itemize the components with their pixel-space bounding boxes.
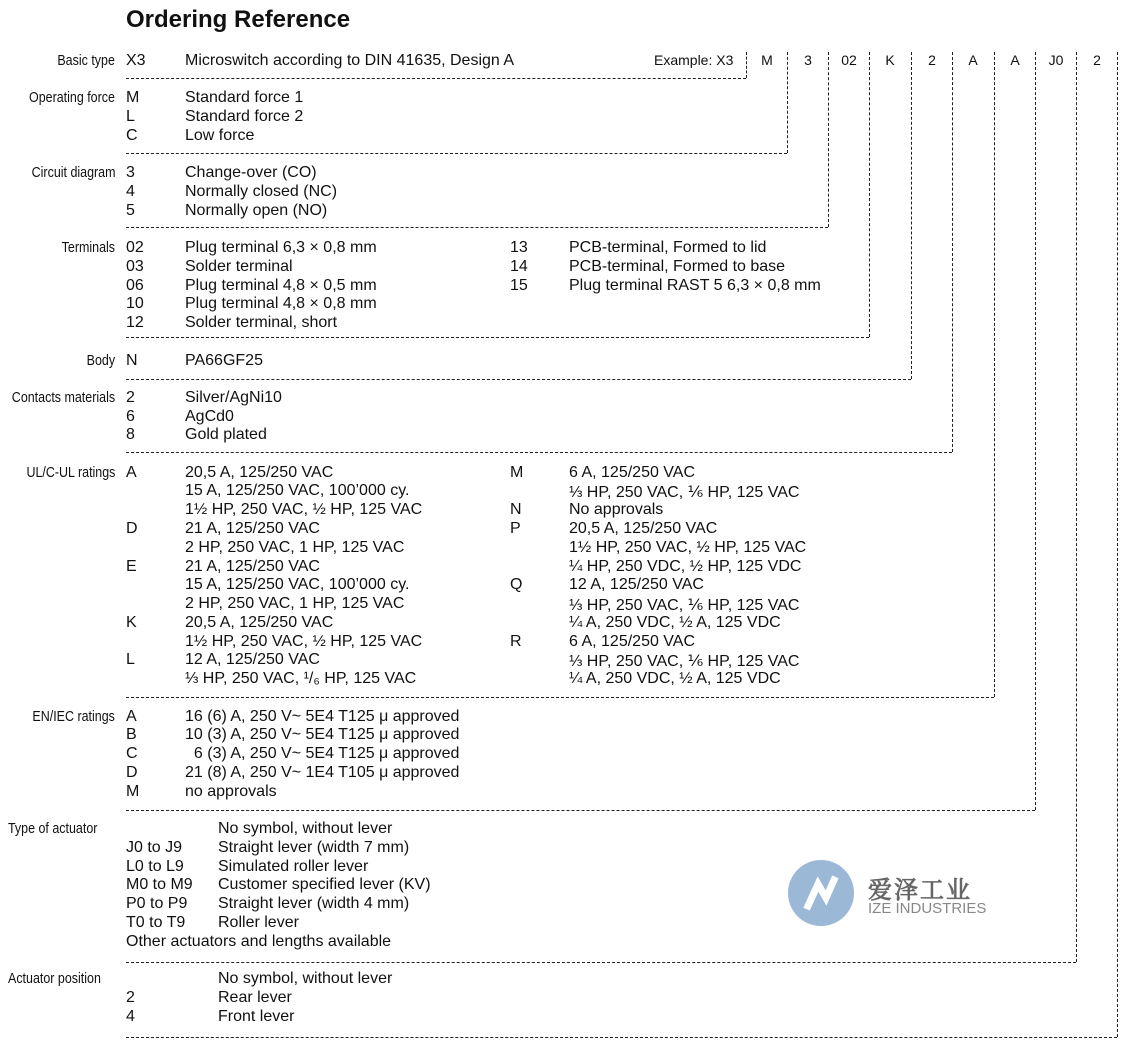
divider [126,452,952,453]
code: R [510,633,522,650]
description: 20,5 A, 125/250 VAC [185,464,334,481]
section-label-en-iec-ratings: EN/IEC ratings [32,709,115,725]
code: 02 [126,239,144,256]
description: ⅓ HP, 250 VAC, ¹/₆ HP, 125 VAC [185,670,417,687]
description: PCB-terminal, Formed to lid [569,239,767,256]
description: Solder terminal, short [185,314,338,331]
description: No symbol, without lever [218,820,393,837]
code: 2 [126,389,135,406]
example-code-actuator-type: J0 [1048,52,1064,68]
code: 12 [126,314,144,331]
code: 3 [126,164,135,181]
description: PCB-terminal, Formed to base [569,258,786,275]
example-label: Example: X3 [654,52,734,68]
connector-actuator-type [1076,52,1077,962]
code: C [126,127,138,144]
code: L [126,651,135,668]
divider [126,78,746,79]
connector-ul [994,52,995,697]
description: Simulated roller lever [218,858,369,875]
watermark-logo [788,860,1028,930]
connector-terminals [869,52,870,337]
divider [126,379,911,380]
description: Plug terminal RAST 5 6,3 × 0,8 mm [569,277,821,294]
divider [126,153,787,154]
description: 1½ HP, 250 VAC, ½ HP, 125 VAC [569,539,807,556]
description: 21 A, 125/250 VAC [185,520,320,537]
description: 20,5 A, 125/250 VAC [569,520,718,537]
section-label-circuit-diagram: Circuit diagram [31,165,115,181]
description: No symbol, without lever [218,970,393,987]
code: 03 [126,258,144,275]
code: A [126,708,137,725]
description: Roller lever [218,914,299,931]
code: 8 [126,426,135,443]
watermark-text-cn: 爱泽工业 [868,877,972,904]
divider [126,1037,1117,1038]
example-code-terminal: 02 [841,52,857,68]
description: Standard force 1 [185,89,304,106]
divider [126,227,828,228]
section-label-terminals: Terminals [61,240,115,256]
code: 4 [126,183,135,200]
description: Solder terminal [185,258,293,275]
description: Straight lever (width 4 mm) [218,895,410,912]
code: J0 to J9 [126,839,183,856]
description: No approvals [569,501,664,518]
connector-body [911,52,912,379]
divider [126,697,994,698]
description: 20,5 A, 125/250 VAC [185,614,334,631]
description: 2 HP, 250 VAC, 1 HP, 125 VAC [185,595,405,612]
actuator-note: Other actuators and lengths available [126,933,392,950]
description: ⅓ HP, 250 VAC, ⅙ HP, 125 VAC [569,484,800,501]
code: D [126,764,138,781]
section-label-basic-type: Basic type [57,53,115,69]
description: 6 (3) A, 250 V~ 5E4 T125 μ approved [185,745,460,762]
description: Straight lever (width 7 mm) [218,839,410,856]
description: 12 A, 125/250 VAC [185,651,320,668]
code: 10 [126,295,144,312]
section-label-actuator-position: Actuator position [8,971,101,987]
connector-basic-type [746,52,747,78]
example-code-circuit: 3 [804,52,812,68]
description: Gold plated [185,426,267,443]
divider [126,337,869,338]
code: 2 [126,989,135,1006]
description: PA66GF25 [185,352,263,369]
connector-contacts [952,52,953,452]
description: no approvals [185,783,277,800]
ize-logo-icon [788,860,854,926]
description: Standard force 2 [185,108,304,125]
description: Plug terminal 6,3 × 0,8 mm [185,239,377,256]
description: Rear lever [218,989,292,1006]
code: C [126,745,138,762]
description: 12 A, 125/250 VAC [569,576,704,593]
code: L [126,108,135,125]
code: B [126,726,137,743]
code: 14 [510,258,528,275]
description: 1½ HP, 250 VAC, ½ HP, 125 VAC [185,633,423,650]
code: N [510,501,522,518]
example-code-operating-force: M [761,52,773,68]
description: 1½ HP, 250 VAC, ½ HP, 125 VAC [185,501,423,518]
description: Plug terminal 4,8 × 0,5 mm [185,277,377,294]
section-label-type-of-actuator: Type of actuator [8,821,98,837]
example-code-actuator-position: 2 [1093,52,1101,68]
connector-operating-force [787,52,788,153]
example-code-en-iec: A [1010,52,1020,68]
description: Normally closed (NC) [185,183,338,200]
code: 13 [510,239,528,256]
code: D [126,520,138,537]
code: N [126,352,138,369]
section-label-contacts-materials: Contacts materials [11,390,115,406]
description: Low force [185,127,255,144]
section-label-ul-ratings: UL/C-UL ratings [26,465,115,481]
watermark-text-en: IZE INDUSTRIES [868,900,987,917]
connector-circuit [828,52,829,227]
description: 15 A, 125/250 VAC, 100’000 cy. [185,482,410,499]
section-label-operating-force: Operating force [29,90,115,106]
description: 6 A, 125/250 VAC [569,633,696,650]
description: 21 A, 125/250 VAC [185,558,320,575]
description: 2 HP, 250 VAC, 1 HP, 125 VAC [185,539,405,556]
connector-en-iec [1035,52,1036,810]
code: Q [510,576,523,593]
code: K [126,614,137,631]
description: Silver/AgNi10 [185,389,282,406]
code: X3 [126,52,146,69]
description: 6 A, 125/250 VAC [569,464,696,481]
example-code-contacts: 2 [928,52,936,68]
code: M [126,89,140,106]
code: 15 [510,277,528,294]
code: M0 to M9 [126,876,193,893]
description: 10 (3) A, 250 V~ 5E4 T125 μ approved [185,726,460,743]
description: 16 (6) A, 250 V~ 5E4 T125 μ approved [185,708,460,725]
description: ⅓ HP, 250 VAC, ⅙ HP, 125 VAC [569,597,800,614]
description: Change-over (CO) [185,164,317,181]
description: AgCd0 [185,408,234,425]
description: Microswitch according to DIN 41635, Design A [185,52,515,69]
code: 06 [126,277,144,294]
example-code-ul: A [968,52,978,68]
description: Plug terminal 4,8 × 0,8 mm [185,295,377,312]
description: 15 A, 125/250 VAC, 100’000 cy. [185,576,410,593]
description: ¼ A, 250 VDC, ½ A, 125 VDC [569,670,781,687]
code: A [126,464,137,481]
code: 4 [126,1008,135,1025]
connector-actuator-position [1117,52,1118,1037]
description: ⅓ HP, 250 VAC, ⅙ HP, 125 VAC [569,653,800,670]
code: P [510,520,521,537]
divider [126,810,1035,811]
page-title: Ordering Reference [126,6,351,33]
example-code-body: K [885,52,895,68]
description: 21 (8) A, 250 V~ 1E4 T105 μ approved [185,764,460,781]
description: Customer specified lever (KV) [218,876,431,893]
code: 6 [126,408,135,425]
code: E [126,558,137,575]
code: M [126,783,140,800]
section-label-body: Body [86,353,115,369]
description: Front lever [218,1008,295,1025]
description: ¼ A, 250 VDC, ½ A, 125 VDC [569,614,781,631]
code: L0 to L9 [126,858,184,875]
code: P0 to P9 [126,895,188,912]
description: Normally open (NO) [185,202,328,219]
divider [126,962,1076,963]
code: M [510,464,524,481]
code: 5 [126,202,135,219]
description: ¼ HP, 250 VDC, ½ HP, 125 VDC [569,558,802,575]
code: T0 to T9 [126,914,186,931]
